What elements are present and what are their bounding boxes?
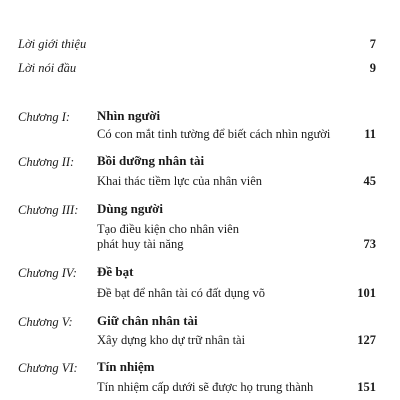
chapter-title: Bồi dưỡng nhân tài <box>97 153 205 168</box>
chapter-subtitle: Tạo điều kiện cho nhân viên <box>97 222 239 236</box>
chapter-subtitle: Có con mắt tinh tường để biết cách nhìn người <box>97 127 331 141</box>
chapter-title: Đề bạt <box>97 264 134 279</box>
chapter-title: Tín nhiệm <box>97 359 155 374</box>
chapter-label: Chương IV: <box>18 266 77 280</box>
chapter-label: Chương I: <box>18 110 71 124</box>
chapter-title: Dùng người <box>97 201 163 216</box>
front-matter-label: Lời nói đầu <box>18 61 77 75</box>
chapter-page: 73 <box>363 237 376 251</box>
chapter-page: 101 <box>357 286 376 300</box>
chapter-subtitle: Khai thác tiềm lực của nhân viên <box>97 174 263 188</box>
chapter-page: 45 <box>363 174 376 188</box>
front-matter-page: 7 <box>369 37 376 51</box>
chapter-label: Chương V: <box>18 315 73 329</box>
chapter-label: Chương III: <box>18 203 79 217</box>
chapter-page: 151 <box>357 380 376 394</box>
chapter-subtitle: Đề bạt để nhân tài có đất dụng võ <box>97 286 266 300</box>
chapter-title: Giữ chân nhân tài <box>97 313 198 328</box>
front-matter-page: 9 <box>369 61 376 75</box>
chapter-title: Nhìn người <box>97 108 161 123</box>
chapter-page: 127 <box>357 333 376 347</box>
chapter-subtitle: Xây dựng kho dự trữ nhân tài <box>97 333 246 347</box>
chapter-subtitle: phát huy tài năng <box>97 237 184 251</box>
chapter-label: Chương VI: <box>18 361 78 375</box>
chapter-label: Chương II: <box>18 155 75 169</box>
chapter-page: 11 <box>364 127 376 141</box>
chapter-subtitle: Tín nhiệm cấp dưới sẽ được họ trung thành <box>97 380 314 394</box>
front-matter-label: Lời giới thiệu <box>18 37 87 51</box>
